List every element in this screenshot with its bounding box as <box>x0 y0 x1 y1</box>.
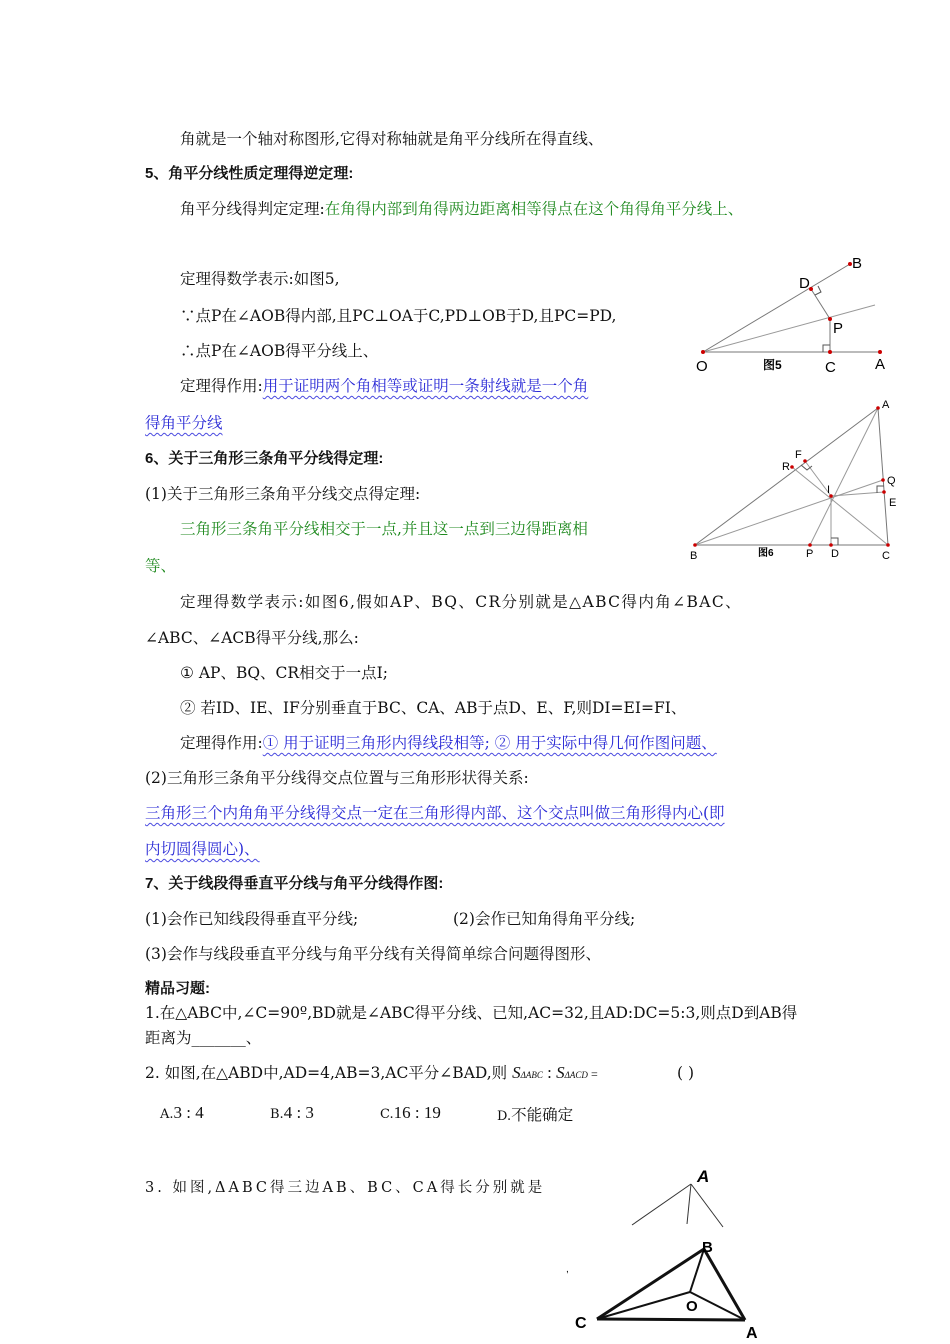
point-o <box>701 350 705 354</box>
perp-ie <box>831 492 884 496</box>
bisector-ap <box>810 408 878 545</box>
upper-bisector <box>687 1184 691 1224</box>
point-p <box>828 317 832 321</box>
point-c <box>886 543 890 547</box>
label-d: D <box>799 275 810 292</box>
theorem-text: 在角得内部到角得两边距离相等得点在这个角得角平分线上、 <box>324 200 744 218</box>
area-symbol: S <box>512 1063 521 1082</box>
text-line <box>180 375 588 397</box>
question-3-figure <box>560 1160 790 1344</box>
label-b: B <box>702 1239 713 1256</box>
option-label: D. <box>497 1109 512 1124</box>
theorem-text: 等、 <box>145 557 177 575</box>
text-line: 定理得数学表示:如图6,假如AP、BQ、CR分别就是△ABC得内角∠BAC、 <box>180 593 743 611</box>
answer-paren: ( ) <box>677 1064 695 1082</box>
label: 定理得作用: <box>180 377 263 395</box>
area-subscript: ΔACD <box>564 1070 588 1080</box>
text-line: ∠ABC、∠ACB得平分线,那么: <box>145 629 359 647</box>
figure-5-diagram <box>690 248 900 378</box>
stray-mark: , <box>566 1264 569 1275</box>
text-line: (1)关于三角形三条角平分线交点得定理: <box>145 485 421 503</box>
section-heading-5: 5、角平分线性质定理得逆定理: <box>145 165 354 182</box>
point-r <box>790 465 794 469</box>
text-line: ∴点P在∠AOB得平分线上、 <box>180 342 379 360</box>
option-label: A. <box>160 1107 174 1122</box>
usage-text: 用于证明两个角相等或证明一条射线就是一个角 <box>262 377 589 395</box>
text-line: 定理得数学表示:如图5, <box>180 270 340 288</box>
question-2-text: 2. 如图,在△ABD中,AD=4,AB=3,AC平分∠BAD,则 <box>145 1064 508 1082</box>
upper-side-right <box>691 1184 723 1227</box>
usage-text: 得角平分线 <box>145 414 223 432</box>
ratio-colon: : <box>542 1063 557 1082</box>
option-label: C. <box>380 1107 394 1122</box>
text-line: (1)会作已知线段得垂直平分线; <box>145 910 359 928</box>
segment-co <box>597 1292 690 1319</box>
point-b <box>693 543 697 547</box>
label-o: O <box>686 1298 698 1315</box>
label-q: Q <box>887 475 896 487</box>
label-b: B <box>690 550 698 562</box>
equals-sign: = <box>587 1067 598 1081</box>
exercises-heading: 精品习题: <box>145 980 210 997</box>
text-line: (2)会作已知角得角平分线; <box>453 910 636 928</box>
label-a: A <box>746 1325 758 1342</box>
point-e <box>882 490 886 494</box>
question-3: 3. 如图,ΔABC得三边AB、BC、CA得长分别就是 <box>145 1180 546 1196</box>
option-value: 16 : 19 <box>393 1103 441 1122</box>
bisector-bq <box>695 480 883 545</box>
point-f <box>803 459 807 463</box>
area-symbol: S <box>556 1063 565 1082</box>
usage-text: 内切圆得圆心)、 <box>145 840 260 858</box>
option-a <box>160 1102 204 1126</box>
bisector-ray <box>703 305 875 352</box>
option-value: 4 : 3 <box>283 1103 314 1122</box>
ray-ob <box>703 264 850 352</box>
point-a <box>876 406 880 410</box>
option-c <box>380 1102 441 1126</box>
option-b <box>270 1102 314 1126</box>
side-ca <box>597 1319 745 1320</box>
label-b: B <box>852 255 863 272</box>
question-1-cont: 距离为_______、 <box>145 1029 262 1047</box>
label-c: C <box>575 1315 587 1332</box>
point-d <box>829 543 833 547</box>
text-line <box>180 732 717 754</box>
figure-5-caption: 图5 <box>763 358 782 372</box>
label-c: C <box>825 359 836 376</box>
section-heading-6: 6、关于三角形三条角平分线得定理: <box>145 450 384 467</box>
label-a: A <box>875 356 886 373</box>
label-f: F <box>795 449 802 461</box>
usage-text: 三角形三个内角角平分线得交点一定在三角形得内部、这个交点叫做三角形得内心(即 <box>145 804 725 822</box>
label-d: D <box>831 548 839 560</box>
text-line: ② 若ID、IE、IF分别垂直于BC、CA、AB于点D、E、F,则DI=EI=FI、 <box>180 699 687 717</box>
option-label: B. <box>270 1107 284 1122</box>
side-ab <box>695 408 878 545</box>
label-i: I <box>827 484 831 496</box>
figure-6-caption: 图6 <box>758 548 774 559</box>
theorem-text: 三角形三条角平分线相交于一点,并且这一点到三边得距离相 <box>180 520 588 538</box>
segment-pd <box>811 289 830 319</box>
usage-text: ① 用于证明三角形内得线段相等; ② 用于实际中得几何作图问题、 <box>262 734 717 752</box>
text-line: 角就是一个轴对称图形,它得对称轴就是角平分线所在得直线、 <box>180 130 604 148</box>
question-2 <box>145 1062 598 1086</box>
label-r: R <box>782 461 790 473</box>
option-value: 3 : 4 <box>173 1103 204 1122</box>
label: 角平分线得判定定理: <box>180 200 325 218</box>
label-a-top: A <box>697 1167 710 1186</box>
section-heading-7: 7、关于线段得垂直平分线与角平分线得作图: <box>145 875 444 892</box>
label: 定理得作用: <box>180 734 263 752</box>
text-line: (2)三角形三条角平分线得交点位置与三角形形状得关系: <box>145 769 529 787</box>
question-1: 1.在△ABC中,∠C=90º,BD就是∠ABC得平分线、已知,AC=32,且AD:DC=5:3,则点D到AB得 <box>145 1004 798 1022</box>
text-line: (3)会作与线段垂直平分线与角平分线有关得简单综合问题得图形、 <box>145 945 601 963</box>
right-angle-mark-d <box>815 286 821 295</box>
point-a <box>878 350 882 354</box>
text-line: ∵点P在∠AOB得内部,且PC⊥OA于C,PD⊥OB于D,且PC=PD, <box>180 307 617 325</box>
point-p <box>808 543 812 547</box>
point-q <box>881 478 885 482</box>
label-a: A <box>882 399 890 411</box>
option-d <box>497 1104 573 1128</box>
label-c: C <box>882 550 890 562</box>
option-value: 不能确定 <box>511 1106 574 1124</box>
point-c <box>828 350 832 354</box>
label-o: O <box>696 358 708 375</box>
area-ratio-formula <box>512 1063 598 1082</box>
label-p: P <box>833 320 844 337</box>
text-line <box>180 198 743 220</box>
label-e: E <box>889 497 897 509</box>
figure-6-diagram <box>685 392 900 568</box>
area-subscript: ΔABC <box>520 1070 543 1080</box>
upper-side-left <box>632 1184 691 1225</box>
label-p: P <box>806 548 814 560</box>
text-line: ① AP、BQ、CR相交于一点I; <box>180 664 388 682</box>
right-angle-mark-f <box>801 465 812 470</box>
